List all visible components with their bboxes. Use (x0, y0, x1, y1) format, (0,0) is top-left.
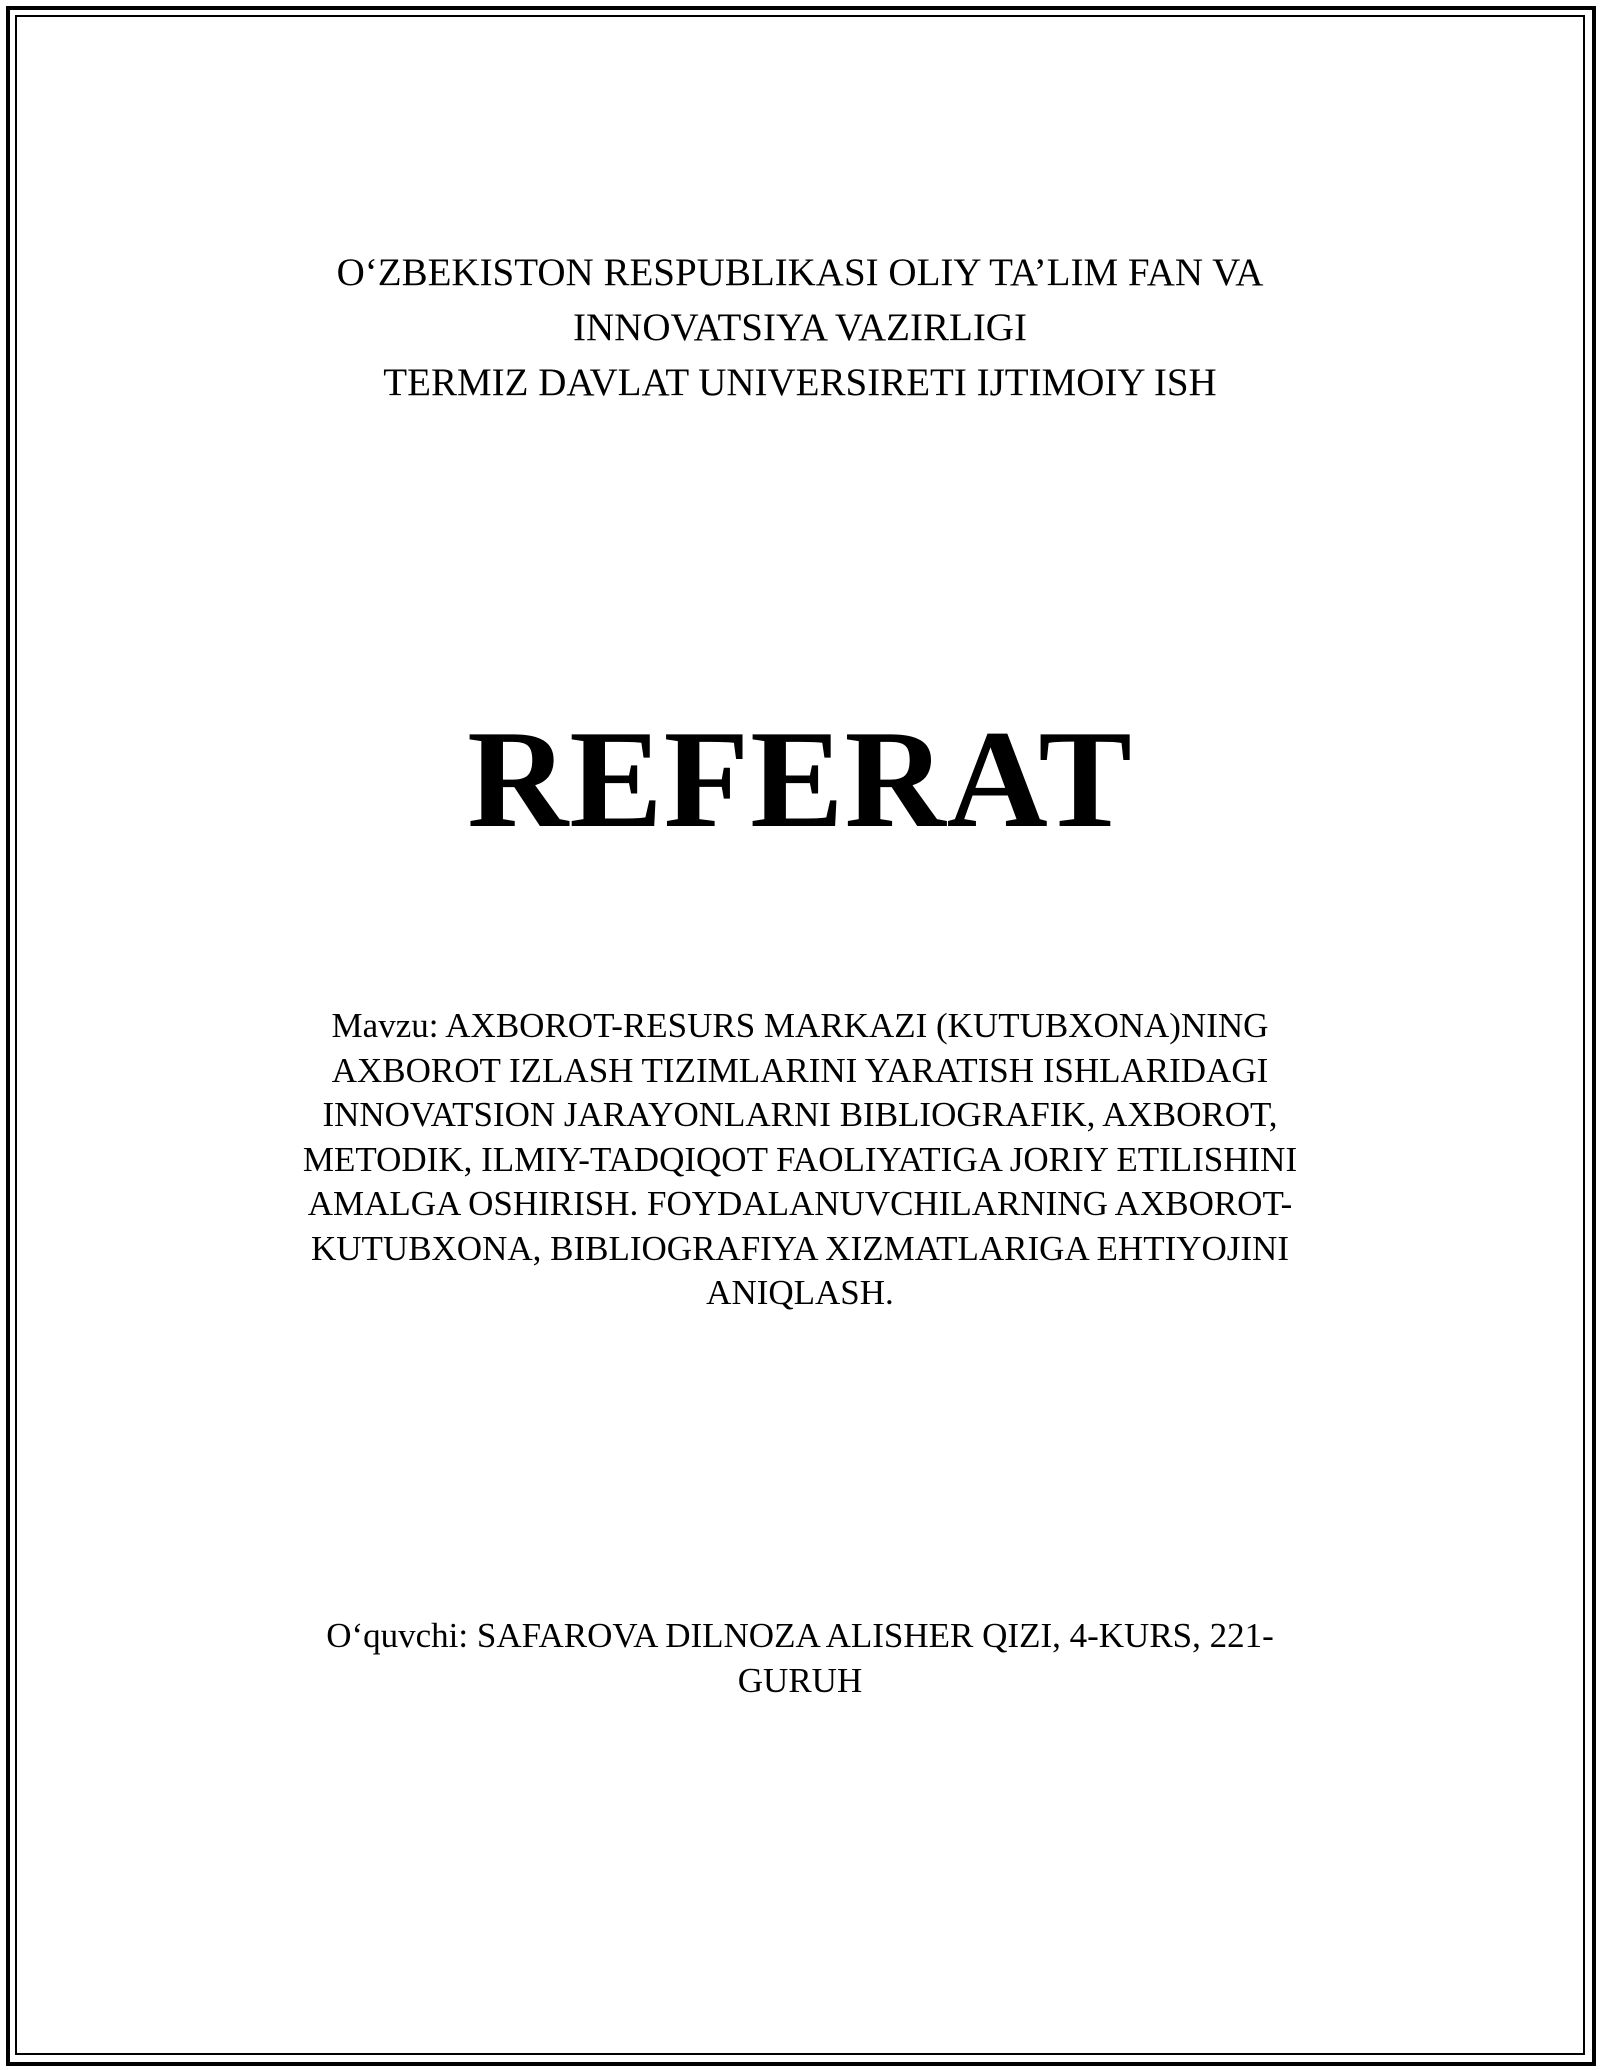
header-line: O‘ZBEKISTON RESPUBLIKASI OLIY TA’LIM FAN VA (336, 251, 1264, 294)
topic-line: KUTUBXONA, BIBLIOGRAFIYA XIZMATLARIGA EHTIYOJINI (310, 1228, 1289, 1268)
topic-line: ANIQLASH. (706, 1273, 894, 1312)
topic-line: INNOVATSION JARAYONLARNI BIBLIOGRAFIK, AXBOROT, (322, 1095, 1278, 1134)
student-line: O‘quvchi: SAFAROVA DILNOZA ALISHER QIZI, 4-KURS, 221- (326, 1616, 1274, 1655)
document-title: REFERAT (467, 702, 1133, 857)
topic-line: METODIK, ILMIY-TADQIQOT FAOLIYATIGA JORIY ETILISHINI (302, 1139, 1298, 1179)
topic-line: AMALGA OSHIRISH. FOYDALANUVCHILARNING AXBOROT- (307, 1184, 1293, 1223)
topic-line: Mavzu: AXBOROT-RESURS MARKAZI (KUTUBXONA)NING (331, 1006, 1269, 1045)
topic-block (0, 1004, 1600, 1316)
student-info (0, 1614, 1600, 1703)
ministry-header (0, 245, 1600, 410)
student-line: GURUH (737, 1660, 863, 1700)
header-line: TERMIZ DAVLAT UNIVERSIRETI IJTIMOIY ISH (383, 361, 1217, 404)
topic-line: AXBOROT IZLASH TIZIMLARINI YARATISH ISHLARIDAGI (331, 1050, 1269, 1090)
header-line: INNOVATSIYA VAZIRLIGI (573, 306, 1027, 349)
